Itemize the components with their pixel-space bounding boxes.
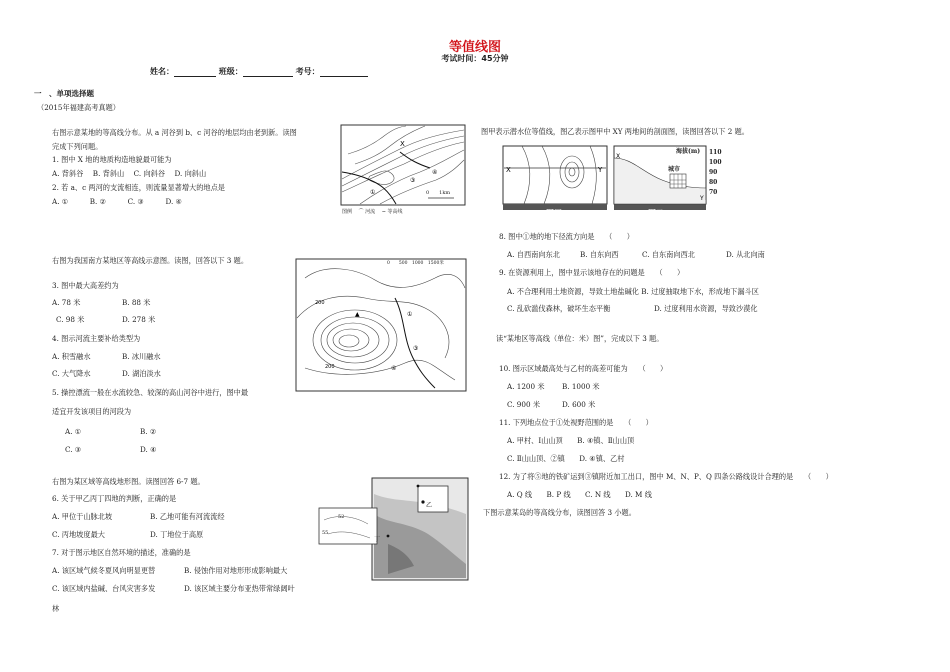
svg-text:①: ① — [370, 189, 376, 196]
svg-text:X: X — [616, 153, 621, 160]
name-label: 姓名： — [150, 67, 174, 76]
question-1-options: A. 背斜谷 B. 背斜山 C. 向斜谷 D. 向斜山 — [52, 169, 207, 178]
fig-yi-caption: 图乙 — [648, 208, 664, 218]
question-2-options: A. ① B. ② C. ③ D. ④ — [52, 197, 182, 206]
q5-option-a: A. ① — [65, 427, 82, 436]
question-12-options: A. Q 线 B. P 线 C. N 线 D. M 线 — [507, 490, 652, 499]
q8-option-b: B. 自东向西 — [580, 250, 619, 259]
tick-80: 80 — [709, 179, 718, 186]
contour-map-1 — [340, 124, 466, 216]
passage-5: 读“某地区等高线（单位：米）图”，完成以下 3 题。 — [496, 334, 664, 343]
q5-option-c: C. ③ — [65, 445, 82, 454]
q8-option-d: D. 从北向南 — [726, 250, 765, 259]
question-5b: 适宜开发该项目的河段为 — [52, 407, 132, 416]
svg-text:X: X — [506, 166, 511, 174]
q11-option-ab: A. 甲村、Ⅰ山山顶 B. ④镇、Ⅱ山山顶 — [507, 436, 635, 445]
q9-option-d: D. 过度利用水资源，导致沙漠化 — [654, 304, 758, 313]
passage-2: 右图为我国南方某地区等高线示意图。读图，回答以下 3 题。 — [52, 256, 249, 265]
passage-1b: 完成下列问题。 — [52, 142, 103, 151]
tick-100: 100 — [709, 159, 722, 166]
svg-text:④: ④ — [391, 365, 397, 372]
passage-3: 右图为某区域等高线地形图。读图回答 6-7 题。 — [52, 477, 205, 486]
q10-option-d: D. 600 米 — [562, 400, 596, 409]
fig-ticks — [709, 148, 722, 198]
q6-option-b: B. 乙地可能有河流流经 — [150, 512, 225, 521]
section-heading: 一 、单项选择题 — [34, 89, 94, 98]
question-3: 3. 图中最大高差约为 — [52, 281, 119, 290]
svg-text:③: ③ — [413, 345, 419, 352]
question-4: 4. 图示河流主要补给类型为 — [52, 334, 141, 343]
q3-option-a: A. 78 米 — [52, 298, 81, 307]
tick-90: 90 — [709, 169, 718, 176]
q6-option-c: C. 丙地坡度最大 — [52, 530, 105, 539]
q6-option-d: D. 丁地位于高原 — [150, 530, 204, 539]
passage-4: 图甲表示潜水位等值线，图乙表示图甲中 XY 两地间的剖面图，读图回答以下 2 题。 — [481, 127, 749, 136]
q3-option-d: D. 278 米 — [122, 315, 156, 324]
passage-6: 下图示意某岛的等高线分布，读图回答 3 小题。 — [483, 508, 636, 517]
fig2-scale: 0 500 1000 1500米 — [387, 261, 444, 266]
svg-text:Y: Y — [700, 195, 704, 202]
q5-option-b: B. ② — [140, 427, 157, 436]
q6-option-a: A. 甲位于山脉北坡 — [52, 512, 113, 521]
q3-option-b: B. 88 米 — [122, 298, 151, 307]
svg-text:200: 200 — [325, 364, 335, 370]
student-info — [150, 66, 368, 77]
question-1: 1. 图中 X 地的地质构造地貌最可能为 — [52, 155, 172, 164]
q4-option-d: D. 湖泊淡水 — [122, 369, 161, 378]
fig1-legend: 图例 ⌒ 河流 ~ 等高线 — [342, 209, 403, 215]
question-8: 8. 图中①地的地下径流方向是 （ ） — [499, 232, 634, 241]
fig3-label-55: 55 — [322, 530, 329, 536]
id-label: 考号： — [295, 67, 320, 76]
question-7: 7. 对于图示地区自然环境的描述，准确的是 — [52, 548, 191, 557]
q7-option-d: D. 该区域主要分布亚热带常绿阔叶 — [184, 584, 295, 593]
page-title: 等值线图 — [448, 40, 501, 55]
contour-map-3 — [318, 474, 470, 584]
svg-text:▲: ▲ — [355, 311, 360, 318]
contour-map-2 — [295, 258, 467, 392]
question-12: 12. 为了将⑤地的铁矿运到③镇附近加工出口，图中 M、N、P、Q 四条公路线设计合理的是 （ ） — [499, 472, 833, 481]
class-field[interactable] — [243, 68, 293, 77]
fig-jia-caption: 图甲 — [546, 208, 562, 218]
fig-alt-label: 海拔(m) — [676, 148, 701, 155]
q11-option-cd: C. Ⅱ山山顶、②镇 D. ④镇、乙村 — [507, 454, 625, 463]
svg-text:①: ① — [407, 311, 413, 318]
q9-option-ab: A. 不合理利用土地资源，导致土地盐碱化 B. 过度抽取地下水，形成地下漏斗区 — [507, 287, 759, 296]
source-note: （2015年福建高考真题） — [37, 103, 120, 112]
q4-option-b: B. 冰川融水 — [122, 352, 161, 361]
q4-option-c: C. 大气降水 — [52, 369, 91, 378]
passage-1: 右图示意某地的等高线分布。从 a 河谷到 b、c 河谷的地层均由老到新。读图 — [52, 128, 297, 137]
groundwater-figure — [502, 144, 738, 222]
q7-option-a: A. 该区域气候冬夏风向明显更替 — [52, 566, 156, 575]
svg-text:④: ④ — [432, 169, 438, 176]
svg-text:Y: Y — [598, 166, 603, 174]
q7-option-b: B. 侵蚀作用对地形形成影响最大 — [184, 566, 288, 575]
q8-option-a: A. 自西南向东北 — [507, 250, 560, 259]
q10-option-b: B. 1000 米 — [562, 382, 600, 391]
fig3-label-52: 52 — [338, 514, 345, 520]
question-5: 5. 操控漂流一般在水流较急、较深的高山河谷中进行，图中最 — [52, 388, 249, 397]
exam-time: 考试时间：45分钟 — [441, 54, 509, 63]
question-9: 9. 在资源利用上，图中显示该地存在的问题是 （ ） — [499, 268, 685, 277]
id-field[interactable] — [320, 68, 368, 77]
question-6: 6. 关于甲乙丙丁四地的判断，正确的是 — [52, 494, 177, 503]
fig1-scale: 0 1km — [426, 190, 451, 196]
q8-option-c: C. 自东南向西北 — [642, 250, 695, 259]
q4-option-a: A. 积雪融水 — [52, 352, 91, 361]
q5-option-d: D. ④ — [140, 445, 157, 454]
q3-option-c: C. 98 米 — [56, 315, 85, 324]
q10-option-a: A. 1200 米 — [507, 382, 545, 391]
q7-option-d-cont: 林 — [52, 604, 60, 613]
class-label: 班级： — [218, 67, 243, 76]
q9-option-c: C. 乱砍滥伐森林，破坏生态平衡 — [507, 304, 611, 313]
tick-70: 70 — [709, 189, 718, 196]
q7-option-c: C. 该区域内盐碱、台风灾害多发 — [52, 584, 156, 593]
fig3-label-yi: 乙 — [426, 502, 433, 509]
q10-option-c: C. 900 米 — [507, 400, 541, 409]
tick-110: 110 — [709, 149, 722, 156]
question-11: 11. 下列地点位于①处视野范围的是 （ ） — [499, 418, 653, 427]
svg-text:③: ③ — [410, 177, 416, 184]
name-field[interactable] — [174, 68, 216, 77]
svg-text:200: 200 — [315, 300, 325, 306]
question-2: 2. 若 a、c 两河的支流相连，则流量显著增大的地点是 — [52, 183, 225, 192]
svg-text:X: X — [400, 140, 405, 148]
question-10: 10. 图示区域最高处与乙村的高差可能为 （ ） — [499, 364, 668, 373]
fig-city-label: 城市 — [668, 166, 681, 173]
fig3-label-ding: 丁 — [374, 536, 381, 543]
